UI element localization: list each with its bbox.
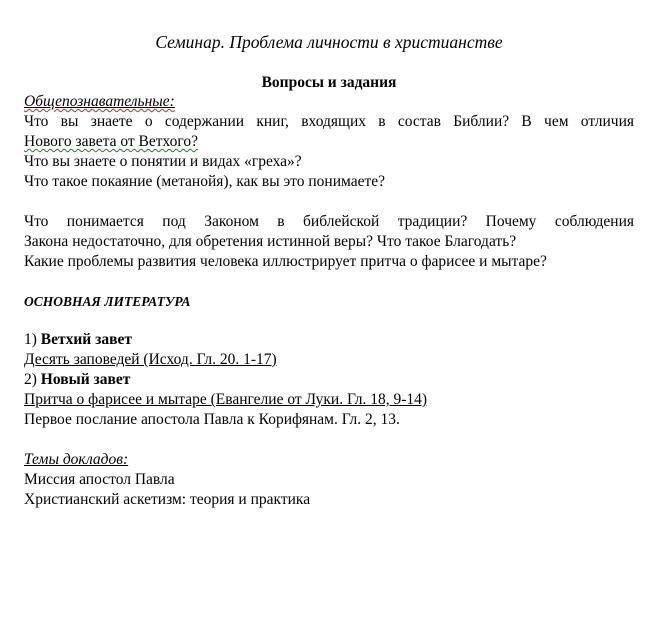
literature-group-2-number: 2) <box>24 371 37 388</box>
literature-group-1-number: 1) <box>24 331 37 348</box>
report-topic-1: Миссия апостол Павла <box>24 471 175 488</box>
question-3: Что такое покаяние (метанойя), как вы это понимаете? <box>24 173 385 190</box>
spacer <box>24 312 634 330</box>
reports-heading <box>24 450 634 470</box>
literature-group-2-item-1 <box>24 390 634 410</box>
literature-group-1 <box>24 330 634 350</box>
spacer <box>24 192 634 212</box>
spacer <box>24 272 634 292</box>
question-2: Что вы знаете о понятии и видах «греха»? <box>24 153 302 170</box>
literature-group-1-item-1 <box>24 350 634 370</box>
questions-heading: Вопросы и задания <box>261 74 397 91</box>
literature-heading: ОСНОВНАЯ ЛИТЕРАТУРА <box>24 294 191 309</box>
spacer <box>24 430 634 450</box>
literature-group-1-item-1-text: Десять заповедей (Исход. Гл. 20. 1-17) <box>24 351 277 368</box>
document-title: Семинар. Проблема личности в христианстве <box>155 32 503 52</box>
question-1-line-1: Что вы знаете о содержании книг, входящих в состав Библии? В чем отличия <box>24 113 634 130</box>
question-4-line-2: Закона недостаточно, для обретения истинной веры? Что такое Благодать? <box>24 233 517 250</box>
literature-group-2-title: Новый завет <box>40 371 131 388</box>
question-1-line-2-text: Нового завета от Ветхого? <box>24 133 199 150</box>
question-5: Какие проблемы развития человека иллюстрирует притча о фарисее и мытаре? <box>24 253 547 270</box>
literature-group-1-title: Ветхий завет <box>40 331 132 348</box>
document-page <box>24 30 634 510</box>
literature-group-2-item-1-text: Притча о фарисее и мытаре (Евангелие от Луки. Гл. 18, 9-14) <box>24 391 428 408</box>
reports-heading-text: Темы докладов: <box>24 451 129 468</box>
question-1-line-2 <box>24 132 634 152</box>
literature-group-2-item-2 <box>24 410 634 430</box>
general-section-label <box>24 92 634 112</box>
literature-group-2-item-2-text: Первое послание апостола Павла к Корифянам. Гл. 2, 13. <box>24 411 400 428</box>
question-4-line-1: Что понимается под Законом в библейской традиции? Почему соблюдения <box>24 213 634 230</box>
report-topic-2: Христианский аскетизм: теория и практика <box>24 491 311 508</box>
literature-group-2 <box>24 370 634 390</box>
general-section-text: Общепознавательные: <box>24 93 175 110</box>
